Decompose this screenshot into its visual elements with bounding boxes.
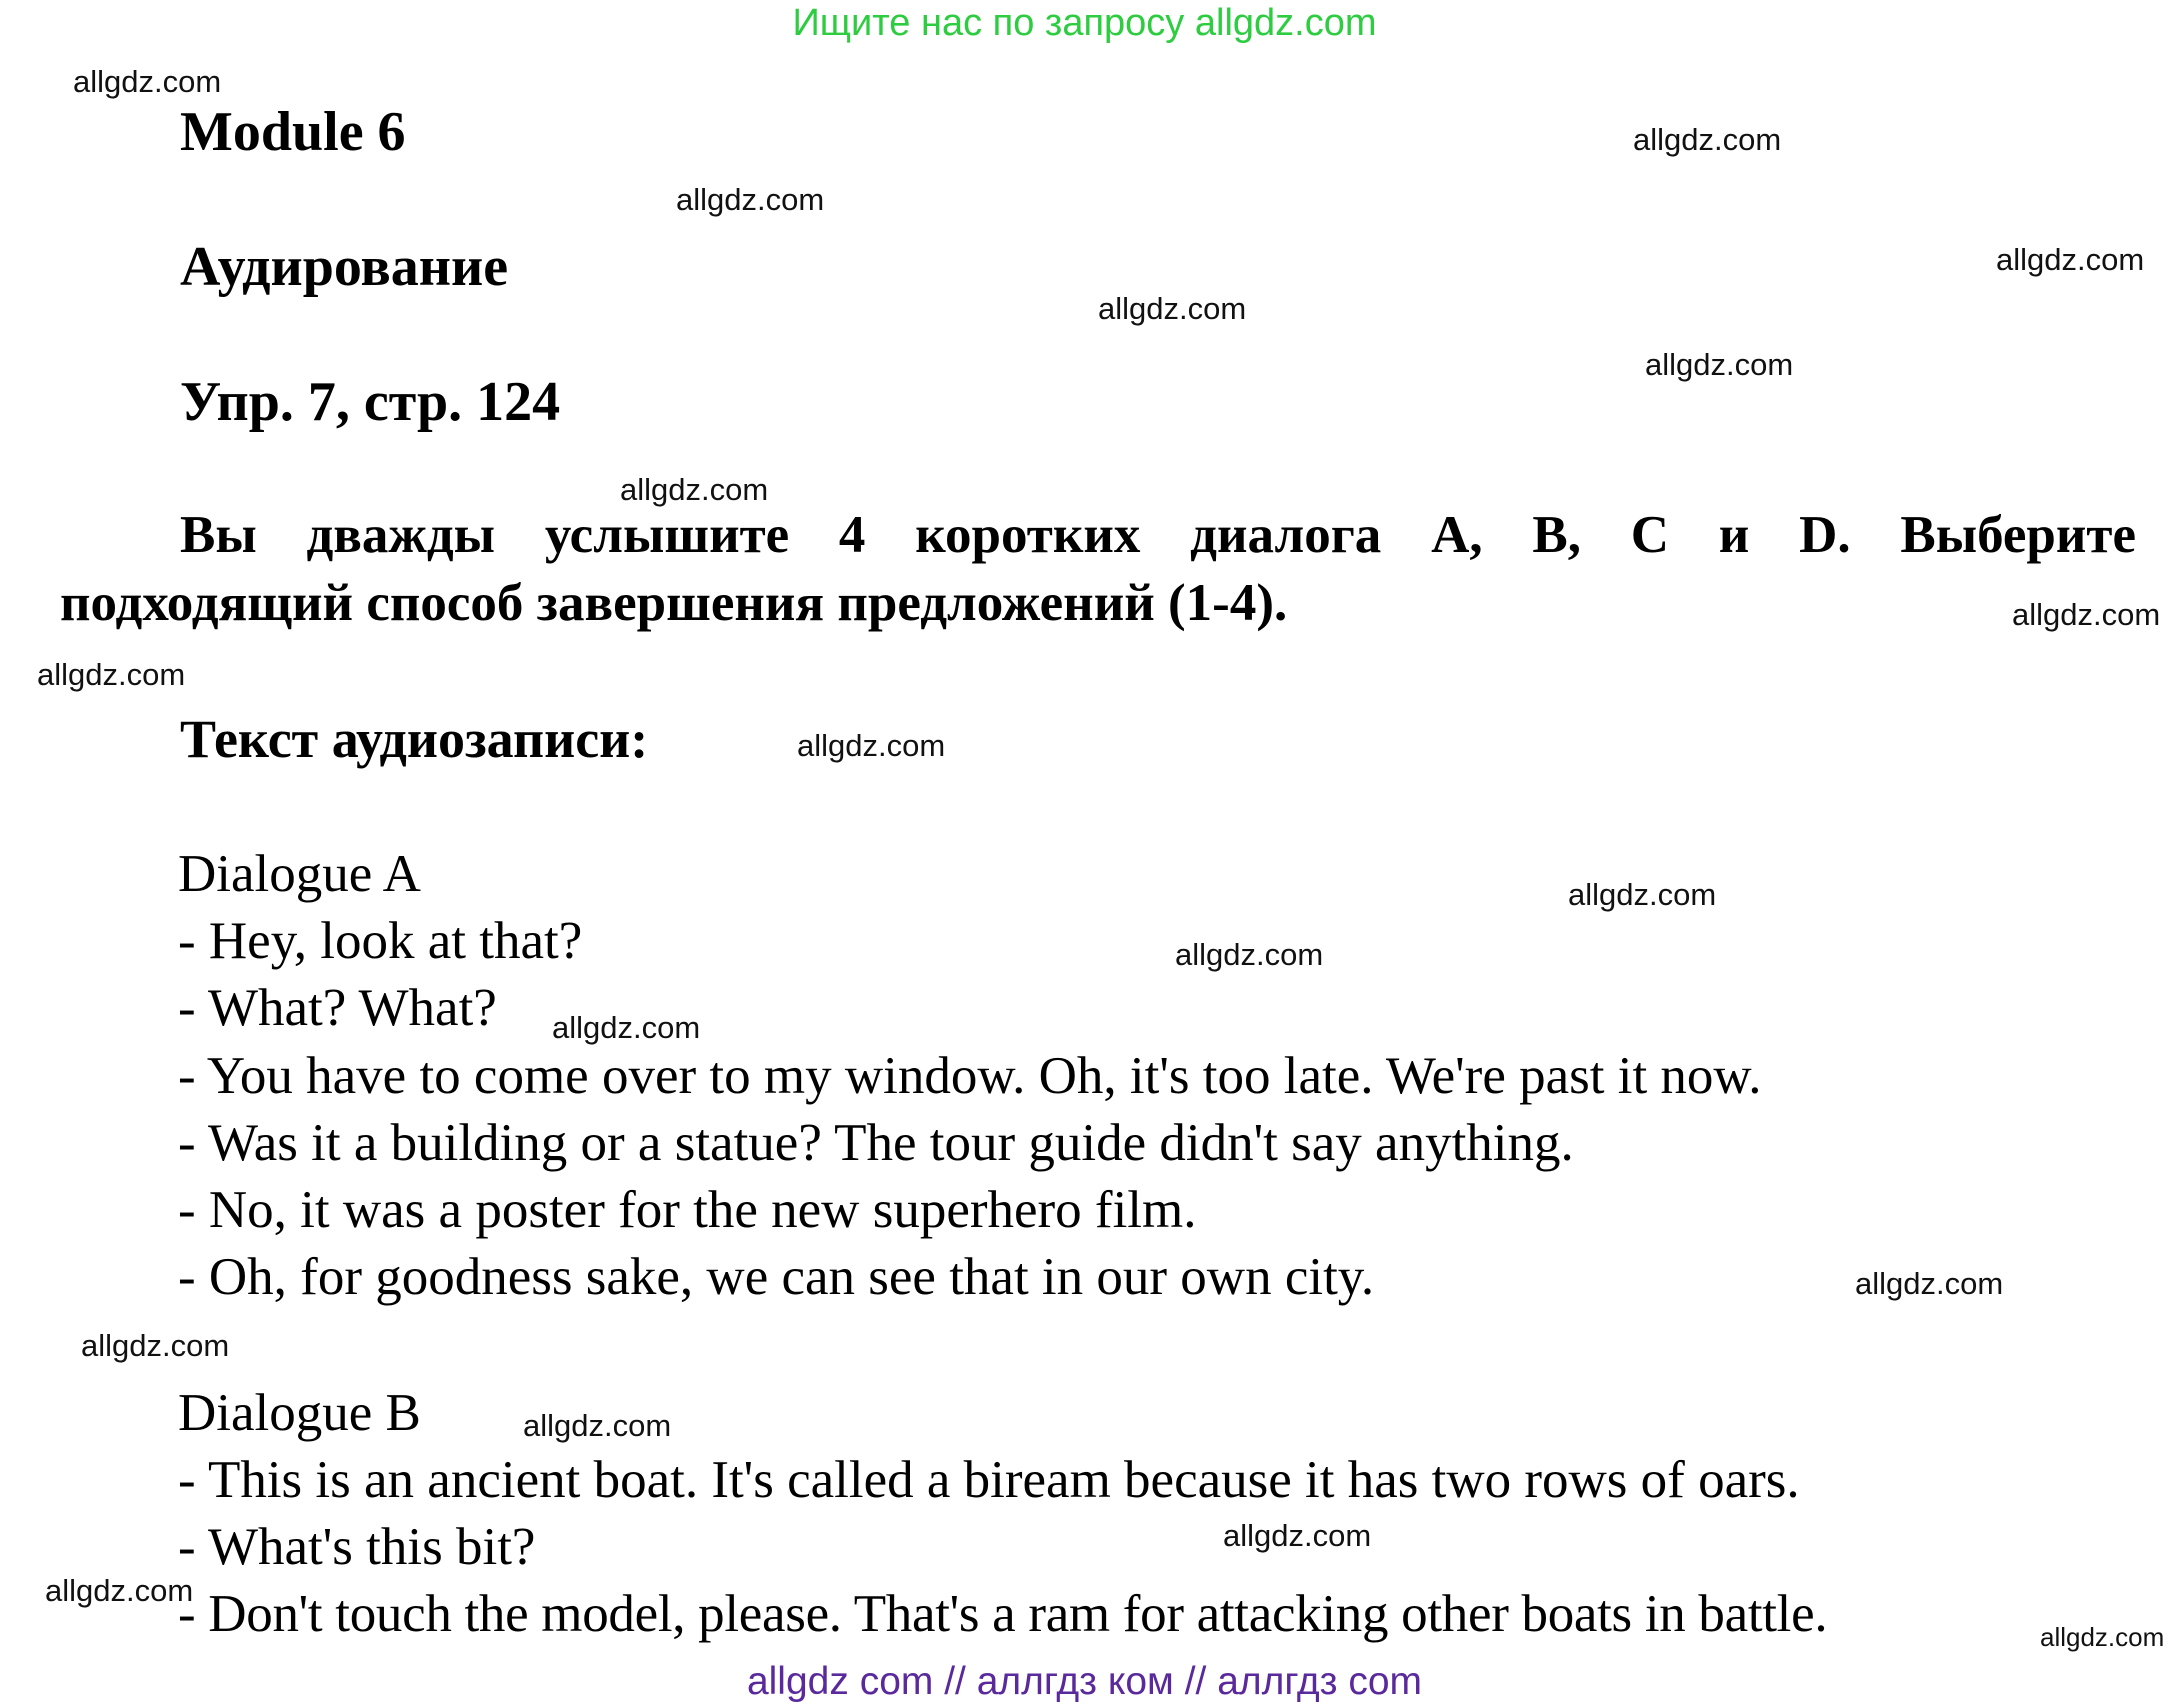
task-instruction-line: Вы дважды услышите 4 коротких диалога A, B, C и D. Выберите: [180, 506, 2136, 564]
transcript-label: Текст аудиозаписи:: [180, 709, 649, 769]
module-title: Module 6: [180, 101, 406, 163]
watermark: allgdz.com: [2012, 597, 2161, 632]
watermark: allgdz.com: [676, 182, 825, 217]
dialogue-line: - This is an ancient boat. It's called a biream because it has two rows of oars.: [178, 1451, 1800, 1509]
watermark: allgdz.com: [2040, 1622, 2165, 1652]
watermark: allgdz.com: [45, 1573, 194, 1608]
task-instruction-line: подходящий способ завершения предложений (1-4).: [60, 574, 1288, 632]
dialogue-line: - What's this bit?: [178, 1518, 536, 1576]
watermark: allgdz.com: [797, 728, 946, 763]
footer-links: allgdz com // аллгдз ком // аллгдз com: [746, 1660, 1423, 1703]
watermark: allgdz.com: [1098, 291, 1247, 326]
watermark: allgdz.com: [73, 64, 222, 99]
watermark: allgdz.com: [37, 657, 186, 692]
watermark: allgdz.com: [1996, 242, 2145, 277]
dialogue-line: - Don't touch the model, please. That's a ram for attacking other boats in battle.: [178, 1585, 1828, 1643]
dialogue-line: - What? What?: [178, 979, 497, 1037]
watermark: allgdz.com: [1175, 937, 1324, 972]
watermark: allgdz.com: [620, 472, 769, 507]
dialogue-line: - Was it a building or a statue? The tour guide didn't say anything.: [178, 1114, 1574, 1172]
dialogue-a-title: Dialogue A: [178, 845, 421, 903]
section-title: Аудирование: [180, 236, 509, 298]
watermark: allgdz.com: [1855, 1266, 2004, 1301]
dialogue-line: - Oh, for goodness sake, we can see that in our own city.: [178, 1248, 1375, 1306]
search-banner: Ищите нас по запросу allgdz.com: [792, 2, 1377, 44]
watermark: allgdz.com: [1645, 347, 1794, 382]
dialogue-line: - Hey, look at that?: [178, 912, 583, 970]
watermark: allgdz.com: [1223, 1518, 1372, 1553]
exercise-reference: Упр. 7, стр. 124: [180, 371, 561, 433]
watermark: allgdz.com: [523, 1408, 672, 1443]
watermark: allgdz.com: [1633, 122, 1782, 157]
watermark: allgdz.com: [552, 1010, 701, 1045]
dialogue-line: - You have to come over to my window. Oh, it's too late. We're past it now.: [178, 1047, 1762, 1105]
dialogue-line: - No, it was a poster for the new superhero film.: [178, 1181, 1197, 1239]
watermark: allgdz.com: [81, 1328, 230, 1363]
watermark: allgdz.com: [1568, 877, 1717, 912]
dialogue-b-title: Dialogue B: [178, 1384, 421, 1442]
